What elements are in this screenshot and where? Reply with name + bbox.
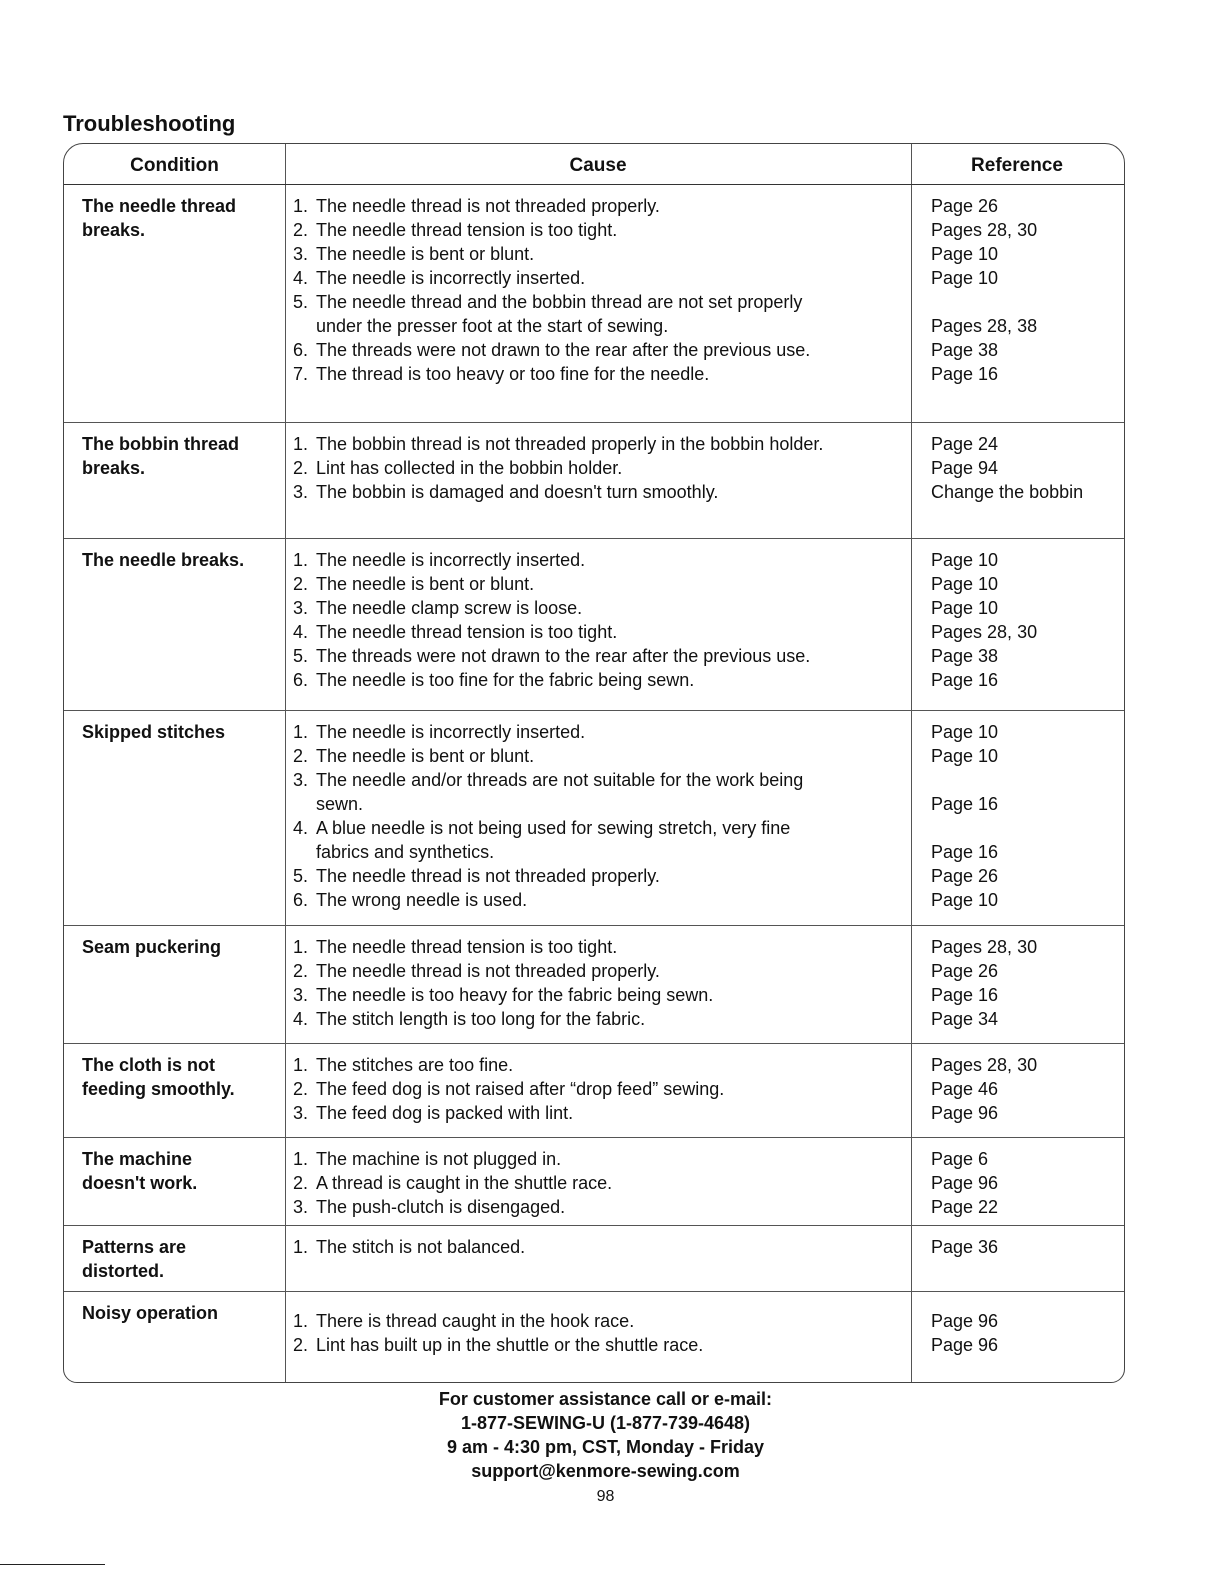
reference-cell xyxy=(931,720,1121,912)
cause-item xyxy=(293,888,893,912)
cause-text: The stitch is not balanced. xyxy=(316,1237,526,1257)
reference-item: Page 26 xyxy=(931,866,999,886)
cause-number: 2. xyxy=(293,746,309,766)
cause-number: 1. xyxy=(293,1237,309,1257)
reference-item: Page 96 xyxy=(931,1103,999,1123)
cause-item xyxy=(293,959,893,983)
condition-cell: Seam puckering xyxy=(82,937,222,957)
cause-text: The needle thread is not threaded properly. xyxy=(316,961,660,981)
condition-cell: The machine doesn't work. xyxy=(82,1149,198,1193)
reference-cell xyxy=(931,548,1121,692)
reference-item: Page 6 xyxy=(931,1149,989,1169)
cause-text: The needle clamp screw is loose. xyxy=(316,598,583,618)
cause-item xyxy=(293,983,893,1007)
cause-cell xyxy=(293,194,893,386)
cause-item xyxy=(293,1195,893,1219)
service-hours: 9 am - 4:30 pm, CST, Monday - Friday xyxy=(446,1437,765,1457)
reference-cell xyxy=(931,1235,1121,1259)
cause-item xyxy=(293,572,893,596)
reference-item: Pages 28, 30 xyxy=(931,220,1038,240)
condition-cell: The bobbin thread breaks. xyxy=(82,434,239,478)
cause-number: 1. xyxy=(293,1311,309,1331)
reference-item: Page 26 xyxy=(931,196,999,216)
reference-item: Page 10 xyxy=(931,722,999,742)
table-row xyxy=(64,710,1124,926)
reference-cell xyxy=(931,432,1121,504)
cause-item xyxy=(293,816,893,864)
cause-item xyxy=(293,338,893,362)
cause-text: The needle thread tension is too tight. xyxy=(316,622,618,642)
condition-column-header: Condition xyxy=(130,155,219,176)
cause-item xyxy=(293,720,893,744)
cause-text: The threads were not drawn to the rear after the previous use. xyxy=(316,646,811,666)
cause-text: The needle thread tension is too tight. xyxy=(316,937,618,957)
cause-item xyxy=(293,480,893,504)
cause-item xyxy=(293,456,893,480)
condition-cell: Patterns are distorted. xyxy=(82,1237,187,1281)
cause-cell xyxy=(293,548,893,692)
cause-text: The needle is bent or blunt. xyxy=(316,574,535,594)
cause-text: The needle is bent or blunt. xyxy=(316,746,535,766)
cause-number: 3. xyxy=(293,482,309,502)
cause-text: The needle thread and the bobbin thread are not set properly under the presser foot at the start of sewing. xyxy=(316,292,803,336)
reference-item: Page 46 xyxy=(931,1079,999,1099)
reference-item: Page 22 xyxy=(931,1197,999,1217)
table-row xyxy=(64,184,1124,423)
reference-item: Page 10 xyxy=(931,550,999,570)
condition-cell: Noisy operation xyxy=(82,1303,219,1323)
cause-text: The feed dog is packed with lint. xyxy=(316,1103,574,1123)
reference-item: Page 94 xyxy=(931,458,999,478)
support-email: support@kenmore-sewing.com xyxy=(471,1461,740,1481)
cause-number: 4. xyxy=(293,818,309,838)
cause-number: 1. xyxy=(293,550,309,570)
reference-cell xyxy=(931,1053,1121,1125)
cause-number: 1. xyxy=(293,434,309,454)
phone-number: 1-877-SEWING-U (1-877-739-4648) xyxy=(460,1413,751,1433)
page-title: Troubleshooting xyxy=(63,111,236,136)
reference-item: Page 96 xyxy=(931,1173,999,1193)
cause-number: 2. xyxy=(293,220,309,240)
cause-item xyxy=(293,596,893,620)
cause-text: The needle is incorrectly inserted. xyxy=(316,550,586,570)
cause-number: 5. xyxy=(293,866,309,886)
cause-number: 2. xyxy=(293,458,309,478)
cause-number: 2. xyxy=(293,574,309,594)
cause-item xyxy=(293,242,893,266)
cause-text: The thread is too heavy or too fine for the needle. xyxy=(316,364,710,384)
cause-number: 3. xyxy=(293,1103,309,1123)
condition-cell: The cloth is not feeding smoothly. xyxy=(82,1055,235,1099)
reference-item: Page 16 xyxy=(931,794,999,814)
reference-cell xyxy=(931,1147,1121,1219)
cause-text: The needle is incorrectly inserted. xyxy=(316,722,586,742)
cause-item xyxy=(293,362,893,386)
cause-number: 5. xyxy=(293,646,309,666)
reference-item xyxy=(931,768,1121,792)
cause-number: 6. xyxy=(293,890,309,910)
reference-item xyxy=(931,290,1121,314)
reference-item: Page 96 xyxy=(931,1335,999,1355)
cause-cell xyxy=(293,1053,893,1125)
customer-assistance-footer xyxy=(0,1387,1211,1483)
cause-item xyxy=(293,266,893,290)
cause-number: 2. xyxy=(293,1079,309,1099)
cause-item xyxy=(293,644,893,668)
cause-text: The needle thread is not threaded properly. xyxy=(316,196,660,216)
cause-text: There is thread caught in the hook race. xyxy=(316,1311,635,1331)
cause-text: The threads were not drawn to the rear after the previous use. xyxy=(316,340,811,360)
cause-number: 1. xyxy=(293,937,309,957)
reference-item: Page 26 xyxy=(931,961,999,981)
cause-number: 4. xyxy=(293,622,309,642)
cause-number: 2. xyxy=(293,1173,309,1193)
cause-item xyxy=(293,1171,893,1195)
reference-item: Page 10 xyxy=(931,890,999,910)
cause-text: The needle is too heavy for the fabric being sewn. xyxy=(316,985,714,1005)
cause-text: The feed dog is not raised after “drop feed” sewing. xyxy=(316,1079,725,1099)
cause-text: The bobbin thread is not threaded properly in the bobbin holder. xyxy=(316,434,824,454)
cause-item xyxy=(293,290,893,338)
reference-item: Page 38 xyxy=(931,646,999,666)
cause-number: 2. xyxy=(293,1335,309,1355)
reference-item: Page 10 xyxy=(931,574,999,594)
cause-text: The needle and/or threads are not suitable for the work being sewn. xyxy=(316,770,804,814)
cause-number: 1. xyxy=(293,1149,309,1169)
cause-item xyxy=(293,668,893,692)
assistance-heading: For customer assistance call or e-mail: xyxy=(438,1389,773,1409)
cause-item xyxy=(293,935,893,959)
cause-cell xyxy=(293,1309,893,1357)
cause-number: 2. xyxy=(293,961,309,981)
cause-number: 3. xyxy=(293,1197,309,1217)
cause-cell xyxy=(293,432,893,504)
cause-cell xyxy=(293,935,893,1031)
reference-item: Page 16 xyxy=(931,842,999,862)
cause-item xyxy=(293,194,893,218)
cause-text: The needle thread tension is too tight. xyxy=(316,220,618,240)
cause-item xyxy=(293,432,893,456)
cause-item xyxy=(293,1053,893,1077)
cause-number: 4. xyxy=(293,268,309,288)
cause-text: The needle is bent or blunt. xyxy=(316,244,535,264)
reference-item: Page 34 xyxy=(931,1009,999,1029)
cause-cell xyxy=(293,720,893,912)
troubleshooting-table xyxy=(63,143,1125,1383)
cause-text: The bobbin is damaged and doesn't turn smoothly. xyxy=(316,482,719,502)
cause-text: The push-clutch is disengaged. xyxy=(316,1197,566,1217)
cause-number: 6. xyxy=(293,340,309,360)
table-row xyxy=(64,1291,1124,1383)
cause-number: 5. xyxy=(293,292,309,312)
cause-item xyxy=(293,1333,893,1357)
cause-number: 3. xyxy=(293,244,309,264)
cause-text: The machine is not plugged in. xyxy=(316,1149,562,1169)
reference-item: Page 36 xyxy=(931,1237,999,1257)
reference-item: Pages 28, 30 xyxy=(931,622,1038,642)
condition-cell: Skipped stitches xyxy=(82,722,226,742)
reference-item: Page 10 xyxy=(931,244,999,264)
reference-item: Pages 28, 30 xyxy=(931,937,1038,957)
condition-cell: The needle breaks. xyxy=(82,550,245,570)
table-row xyxy=(64,538,1124,711)
reference-item: Page 16 xyxy=(931,985,999,1005)
reference-cell xyxy=(931,1309,1121,1357)
cause-text: The needle thread is not threaded properly. xyxy=(316,866,660,886)
cause-text: The stitch length is too long for the fabric. xyxy=(316,1009,646,1029)
cause-item xyxy=(293,1309,893,1333)
cause-number: 1. xyxy=(293,1055,309,1075)
reference-item: Page 10 xyxy=(931,598,999,618)
reference-item: Page 10 xyxy=(931,268,999,288)
reference-item: Page 38 xyxy=(931,340,999,360)
cause-number: 6. xyxy=(293,670,309,690)
cause-column-header: Cause xyxy=(569,155,627,176)
reference-cell xyxy=(931,935,1121,1031)
cause-number: 1. xyxy=(293,722,309,742)
cause-cell xyxy=(293,1235,893,1259)
cause-cell xyxy=(293,1147,893,1219)
reference-item xyxy=(931,816,1121,840)
cause-item xyxy=(293,548,893,572)
reference-item: Pages 28, 30 xyxy=(931,1055,1038,1075)
table-row xyxy=(64,1225,1124,1292)
cause-item xyxy=(293,744,893,768)
cause-text: The needle is incorrectly inserted. xyxy=(316,268,586,288)
cause-number: 3. xyxy=(293,598,309,618)
table-row xyxy=(64,925,1124,1044)
cause-number: 4. xyxy=(293,1009,309,1029)
cause-text: The needle is too fine for the fabric being sewn. xyxy=(316,670,695,690)
reference-item: Pages 28, 38 xyxy=(931,316,1038,336)
cause-item xyxy=(293,1147,893,1171)
cause-item xyxy=(293,1007,893,1031)
cause-number: 1. xyxy=(293,196,309,216)
cause-item xyxy=(293,620,893,644)
table-row xyxy=(64,1137,1124,1226)
cause-number: 7. xyxy=(293,364,309,384)
cause-item xyxy=(293,1077,893,1101)
cause-item xyxy=(293,218,893,242)
scan-edge-line xyxy=(0,1564,105,1565)
condition-cell: The needle thread breaks. xyxy=(82,196,237,240)
cause-item xyxy=(293,1101,893,1125)
cause-number: 3. xyxy=(293,985,309,1005)
reference-column-header: Reference xyxy=(971,155,1063,176)
cause-item xyxy=(293,864,893,888)
table-header-row xyxy=(64,144,1124,185)
table-row xyxy=(64,422,1124,539)
cause-item xyxy=(293,768,893,816)
reference-item: Page 10 xyxy=(931,746,999,766)
cause-text: Lint has built up in the shuttle or the shuttle race. xyxy=(316,1335,704,1355)
cause-text: A blue needle is not being used for sewing stretch, very fine fabrics and synthetics. xyxy=(316,818,791,862)
reference-item: Page 16 xyxy=(931,670,999,690)
reference-item: Page 96 xyxy=(931,1311,999,1331)
reference-item: Page 24 xyxy=(931,434,999,454)
reference-item: Change the bobbin xyxy=(931,482,1084,502)
reference-item: Page 16 xyxy=(931,364,999,384)
table-row xyxy=(64,1043,1124,1138)
cause-number: 3. xyxy=(293,770,309,790)
cause-item xyxy=(293,1235,893,1259)
cause-text: Lint has collected in the bobbin holder. xyxy=(316,458,623,478)
cause-text: The stitches are too fine. xyxy=(316,1055,514,1075)
reference-cell xyxy=(931,194,1121,386)
cause-text: The wrong needle is used. xyxy=(316,890,528,910)
cause-text: A thread is caught in the shuttle race. xyxy=(316,1173,613,1193)
page-number: 98 xyxy=(596,1488,615,1505)
